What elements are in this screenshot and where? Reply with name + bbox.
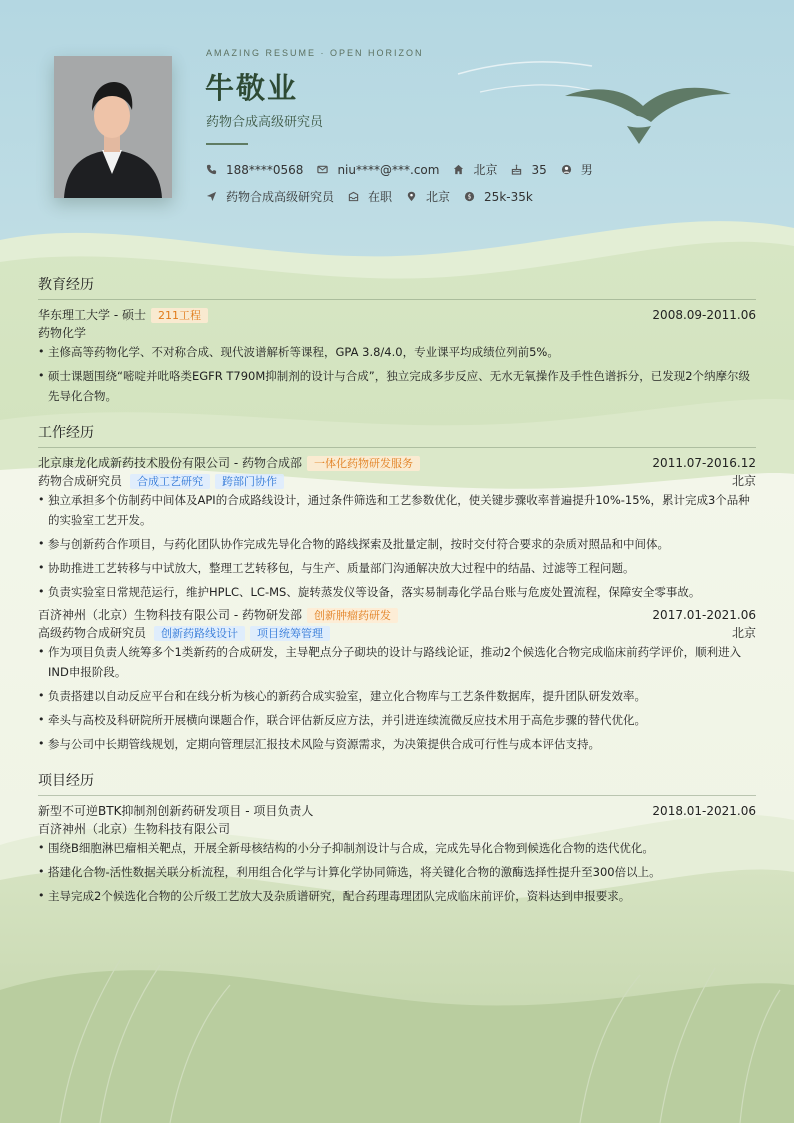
phone-icon xyxy=(206,164,217,175)
education-entry-header xyxy=(38,306,756,324)
job-role: 高级药物合成研究员 xyxy=(38,626,147,640)
candidate-title: 药物合成高级研究员 xyxy=(206,115,324,130)
status-item: 在职 xyxy=(348,188,392,205)
list-item: • 负责实验室日常规范运行，维护HPLC、LC-MS、旋转蒸发仪等设备，落实易制毒化学品台账与危废处置流程，保障安全零事故。 xyxy=(38,582,756,602)
coin-icon xyxy=(464,191,475,202)
education-date: 2008.09-2011.06 xyxy=(652,308,756,322)
education-section xyxy=(38,274,756,410)
bird-icon xyxy=(565,82,731,146)
position-item: 药物合成高级研究员 xyxy=(206,188,334,205)
job-intent-row xyxy=(206,188,547,205)
skill-tag: 跨部门协作 xyxy=(215,474,284,489)
project-date: 2018.01-2021.06 xyxy=(652,804,756,818)
send-icon xyxy=(206,191,217,202)
list-item: • 搭建化合物-活性数据关联分析流程，利用组合化学与计算化学协同筛选，将关键化合物的激酶选择性提升至300倍以上。 xyxy=(38,862,756,882)
inbox-icon xyxy=(348,191,359,202)
project-name: 新型不可逆BTK抑制剂创新药研发项目 - 项目负责人 xyxy=(38,804,314,818)
location-item: 北京 xyxy=(406,188,450,205)
work-entry-header xyxy=(38,606,756,624)
list-item: • 主导完成2个候选化合物的公斤级工艺放大及杂质谱研究，配合药理毒理团队完成临床前评价，资料达到申报要求。 xyxy=(38,886,756,906)
major: 药物化学 xyxy=(38,326,87,340)
company-tag: 一体化药物研发服务 xyxy=(307,456,420,471)
job-role: 药物合成研究员 xyxy=(38,474,123,488)
work-date: 2011.07-2016.12 xyxy=(652,456,756,470)
email-item: niu****@***.com xyxy=(317,163,439,177)
list-item: • 牵头与高校及科研院所开展横向课题合作，联合评估新反应方法，并引进连续流微反应技术用于高危步骤的替代优化。 xyxy=(38,710,756,730)
work-location: 北京 xyxy=(731,626,756,640)
education-bullets xyxy=(38,342,756,406)
section-title: 项目经历 xyxy=(38,770,756,796)
list-item: • 主修高等药物化学、不对称合成、现代波谱解析等课程，GPA 3.8/4.0，专业课平均成绩位列前5%。 xyxy=(38,342,756,362)
resume-tagline: AMAZING RESUME · OPEN HORIZON xyxy=(206,48,424,58)
project-entry-header xyxy=(38,802,756,820)
list-item: • 独立承担多个仿制药中间体及API的合成路线设计，通过条件筛选和工艺参数优化，使关键步骤收率普遍提升10%-15%，累计完成3个品种的实验室工艺开发。 xyxy=(38,490,756,530)
gender-item: 男 xyxy=(561,161,593,178)
school-tag: 211工程 xyxy=(151,308,208,323)
section-title: 教育经历 xyxy=(38,274,756,300)
salary-item: $ 25k-35k xyxy=(464,190,533,204)
project-org: 百济神州（北京）生物科技有限公司 xyxy=(38,822,231,836)
contact-row xyxy=(206,161,607,178)
profile-photo xyxy=(54,56,172,198)
mail-icon xyxy=(317,164,328,175)
major-row xyxy=(38,324,756,342)
work-section xyxy=(38,422,756,758)
company-tag: 创新肿瘤药研发 xyxy=(307,608,398,623)
cake-icon xyxy=(511,164,522,175)
work-location: 北京 xyxy=(731,474,756,488)
candidate-name: 牛敬业 xyxy=(205,71,299,105)
projects-section xyxy=(38,770,756,910)
project-org-row xyxy=(38,820,756,838)
skill-tag: 项目统筹管理 xyxy=(250,626,330,641)
company-name: 百济神州（北京）生物科技有限公司 - 药物研发部 xyxy=(38,608,302,622)
work-date: 2017.01-2021.06 xyxy=(652,608,756,622)
list-item: • 作为项目负责人统筹多个1类新药的合成研发，主导靶点分子砌块的设计与路线论证，推动2个候选化合物完成临床前药学评价，顺利进入IND申报阶段。 xyxy=(38,642,756,682)
skill-tag: 创新药路线设计 xyxy=(154,626,245,641)
company-name: 北京康龙化成新药技术股份有限公司 - 药物合成部 xyxy=(38,456,302,470)
title-divider xyxy=(206,143,248,145)
project-bullets xyxy=(38,838,756,906)
list-item: • 协助推进工艺转移与中试放大，整理工艺转移包，与生产、质量部门沟通解决放大过程中的结晶、过滤等工程问题。 xyxy=(38,558,756,578)
phone-item: 188****0568 xyxy=(206,163,303,177)
user-icon xyxy=(561,164,572,175)
work-bullets xyxy=(38,642,756,754)
list-item: • 参与公司中长期管线规划，定期向管理层汇报技术风险与资源需求，为决策提供合成可行性与成本评估支持。 xyxy=(38,734,756,754)
section-title: 工作经历 xyxy=(38,422,756,448)
svg-text:$: $ xyxy=(467,192,472,201)
work-bullets xyxy=(38,490,756,602)
work-entry-header xyxy=(38,454,756,472)
role-row xyxy=(38,472,756,490)
role-row xyxy=(38,624,756,642)
list-item: • 围绕B细胞淋巴瘤相关靶点，开展全新母核结构的小分子抑制剂设计与合成，完成先导化合物到候选化合物的迭代优化。 xyxy=(38,838,756,858)
city-item: 北京 xyxy=(453,161,497,178)
list-item: • 负责搭建以自动反应平台和在线分析为核心的新药合成实验室，建立化合物库与工艺条件数据库，提升团队研发效率。 xyxy=(38,686,756,706)
school-name: 华东理工大学 - 硕士 xyxy=(38,308,146,322)
skill-tag: 合成工艺研究 xyxy=(130,474,210,489)
list-item: • 硕士课题围绕“嘧啶并吡咯类EGFR T790M抑制剂的设计与合成”，独立完成多步反应、无水无氧操作及手性色谱拆分，已发现2个纳摩尔级先导化合物。 xyxy=(38,366,756,406)
map-pin-icon xyxy=(406,191,417,202)
list-item: • 参与创新药合作项目，与药化团队协作完成先导化合物的路线探索及批量定制，按时交付符合要求的杂质对照品和中间体。 xyxy=(38,534,756,554)
home-icon xyxy=(453,164,464,175)
age-item: 35 xyxy=(511,163,546,177)
